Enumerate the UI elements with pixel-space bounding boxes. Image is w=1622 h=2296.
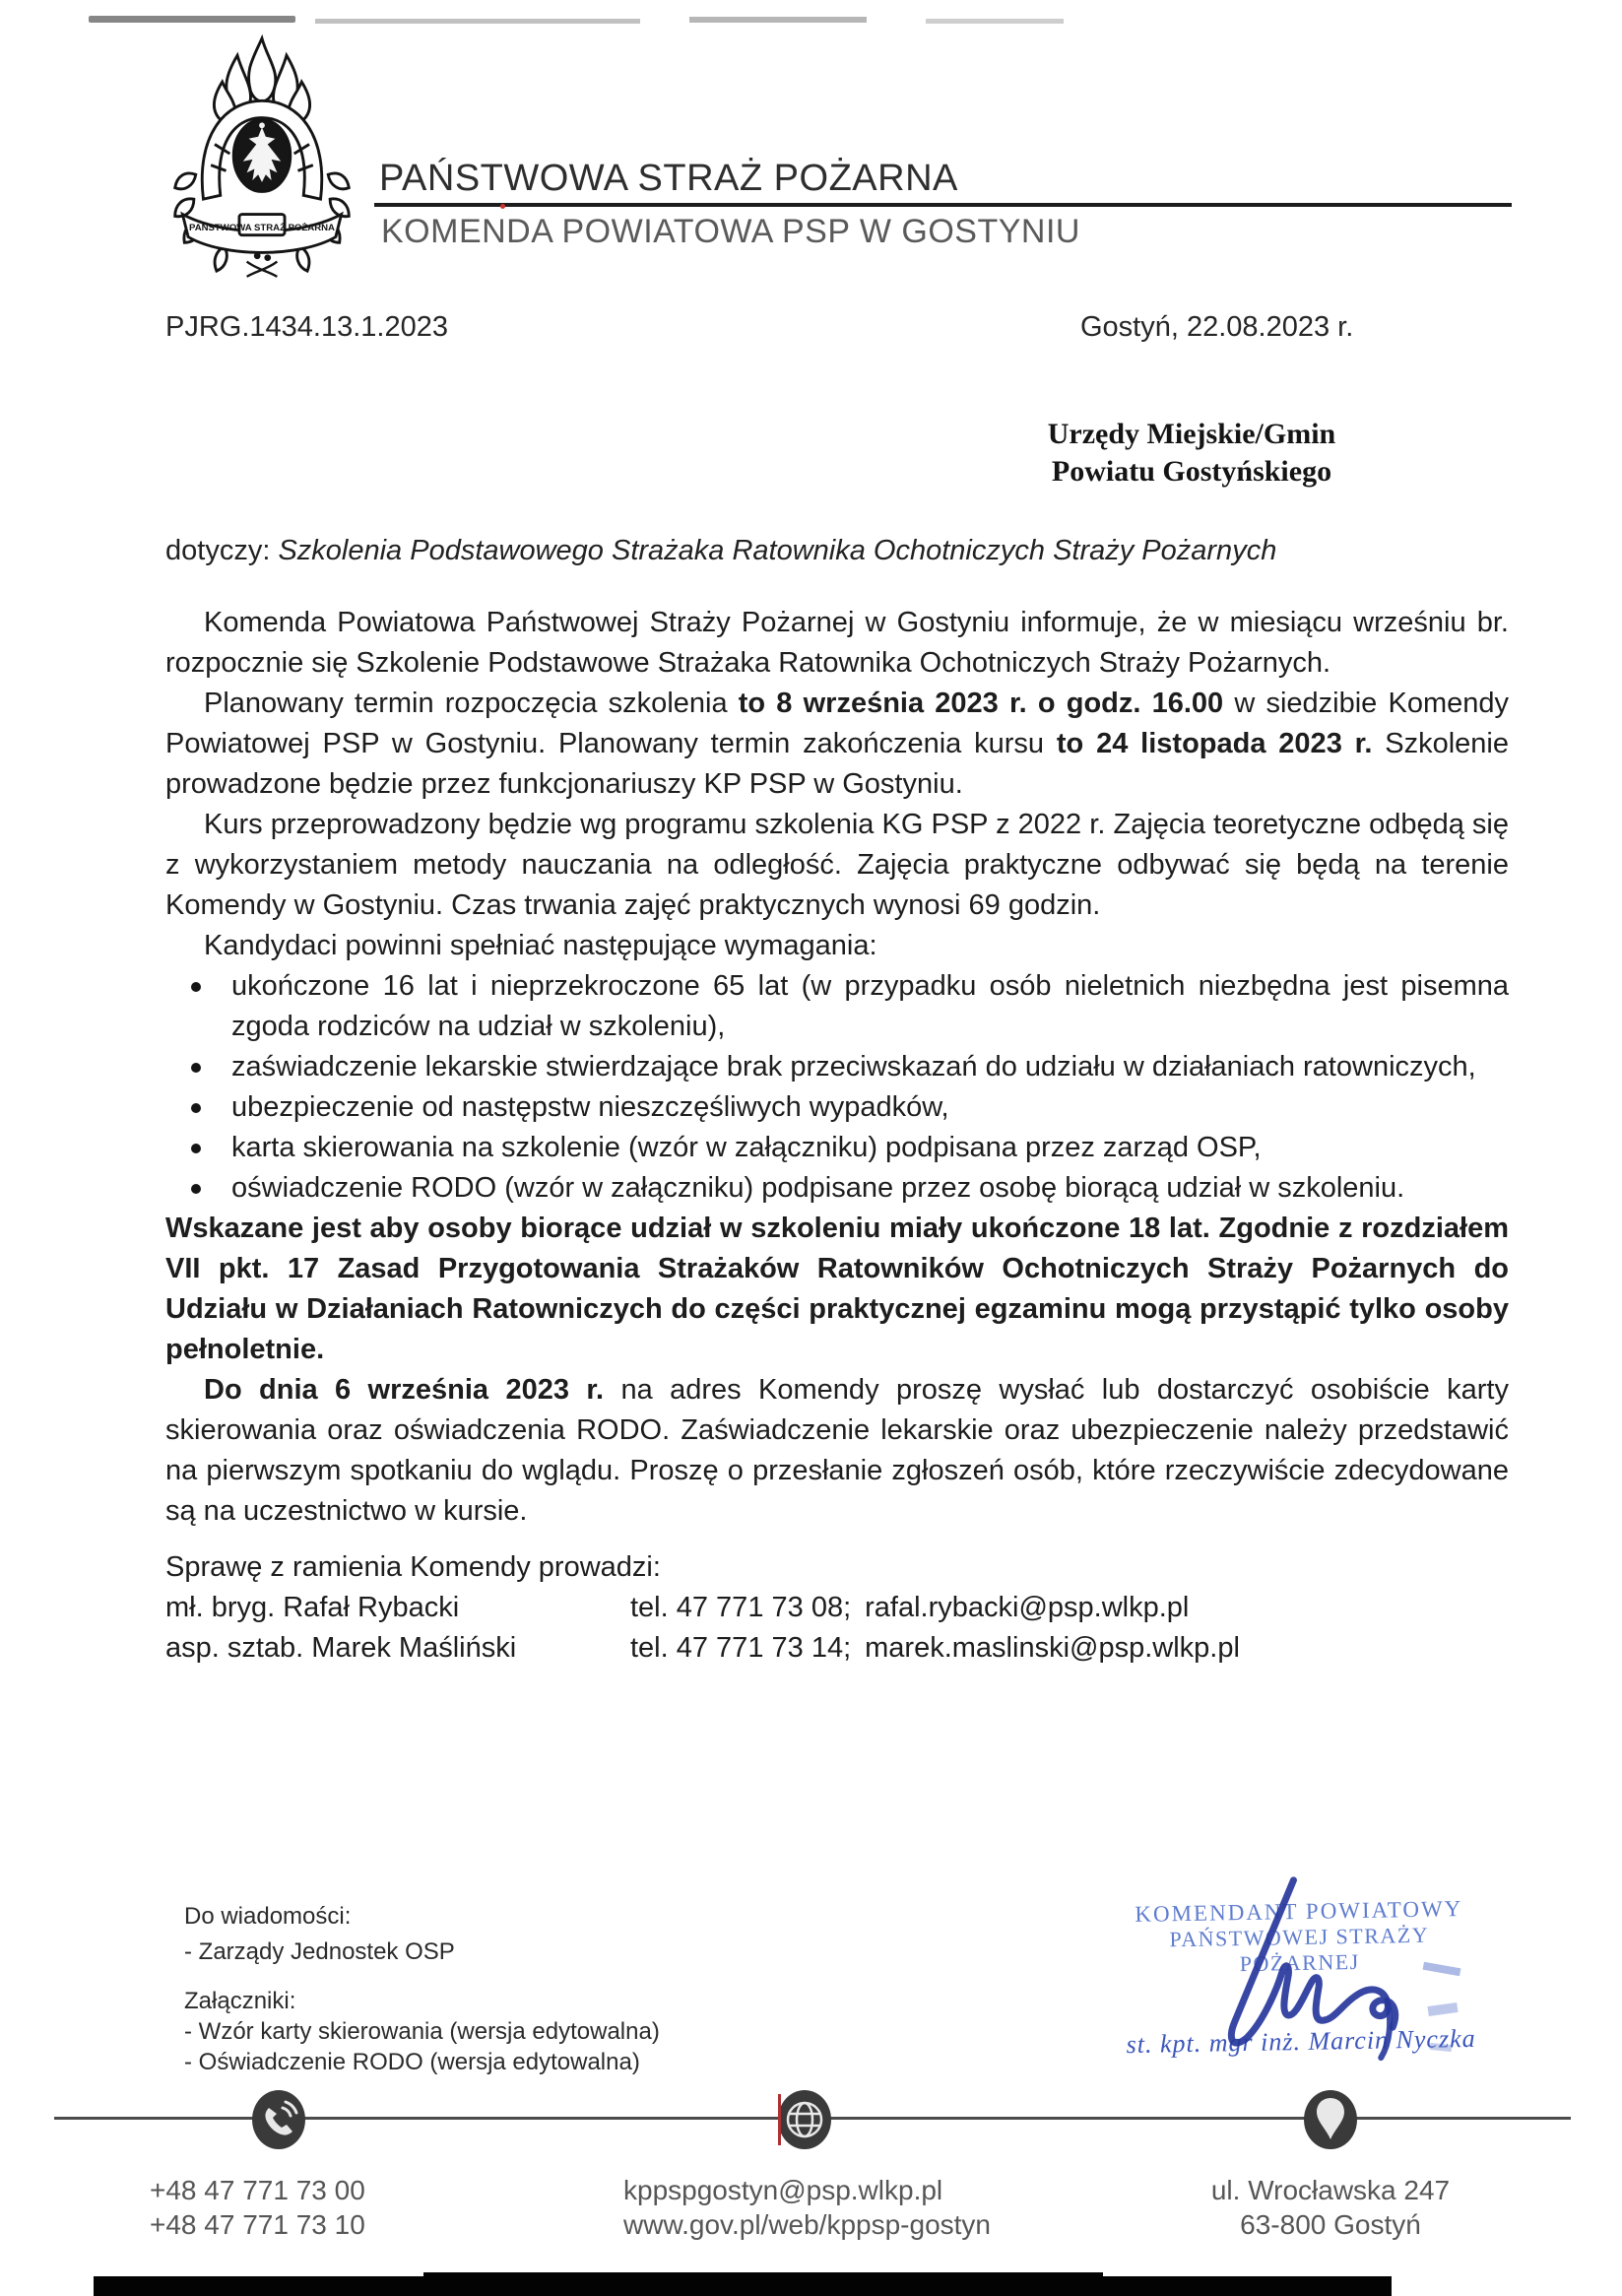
bold-note: Wskazane jest aby osoby biorące udział w szkoleniu miały ukończone 18 lat. Zgodnie z rozdziałem VII pkt. 17 Zasad Przygotowania Strażaków Ratowników Ochotniczych Straży Pożarnych do Udziału w Działaniach Ratowniczych do części praktycznej egzaminu mogą przystąpić tylko osoby pełnoletnie. [165,1213,1509,1365]
paragraph: Komenda Powiatowa Państwowej Straży Pożarnej w Gostyniu informuje, że w miesiącu wrześniu br. rozpocznie się Szkolenie Podstawowe Strażaka Ratownika Ochotniczych Straży Pożarnych. [165,607,1509,679]
psp-logo [167,28,357,284]
reference-number: PJRG.1434.13.1.2023 [165,311,448,343]
logo-ribbon-text: PAŃSTWOWA STRAŻ POŻARNA [189,222,335,233]
attachment-item: - Wzór karty skierowania (wersja edytowalna) [184,2018,660,2045]
subject-label: dotyczy: [165,535,271,566]
footer-phone: +48 47 771 73 10 [150,2209,365,2240]
scan-artifact [689,17,867,23]
list-item: ukończone 16 lat i nieprzekroczone 65 lat (w przypadku osób nieletnich niezbędna jest pisemna zgoda rodziców na udział w szkoleniu), [165,966,1509,1047]
paragraph: Kurs przeprowadzony będzie wg programu szkolenia KG PSP z 2022 r. Zajęcia teoretyczne odbędą się z wykorzystaniem metody nauczania na odległość. Zajęcia praktyczne odbywać się będą na terenie Komendy w Gostyniu. Czas trwania zajęć praktycznych wynosi 69 godzin. [165,809,1509,921]
attachment-item: - Oświadczenie RODO (wersja edytowalna) [184,2049,640,2075]
subject-line [165,535,1276,567]
scan-artifact [500,204,505,209]
contact-phone: tel. 47 771 73 08; [630,1592,852,1623]
scan-artifact [926,19,1064,24]
place-date: Gostyń, 22.08.2023 r. [1080,311,1354,343]
list-item: karta skierowania na szkolenie (wzór w załączniku) podpisana przez zarząd OSP, [165,1128,1509,1168]
paragraph: Do dnia 6 września 2023 r. na adres Komendy proszę wysłać lub dostarczyć osobiście karty skierowania oraz oświadczenia RODO. Zaświadczenie lekarskie oraz ubezpieczenie należy przedstawić na pierwszym spotkaniu do wglądu. Proszę o przesłanie zgłoszeń osób, które rzeczywiście zdecydowane są na uczestnictwo w kursie. [165,1374,1509,1527]
footer-phone: +48 47 771 73 00 [150,2175,365,2205]
attachments-block [184,1986,660,2077]
contact-name: asp. sztab. Marek Maśliński [165,1632,517,1664]
list-item: oświadczenie RODO (wzór w załączniku) podpisane przez osobę biorącą udział w szkoleniu. [165,1168,1509,1209]
list-item: zaświadczenie lekarskie stwierdzające brak przeciwskazań do udziału w działaniach ratowniczych, [165,1047,1509,1087]
cc-block [184,1899,455,1970]
paragraph: Planowany termin rozpoczęcia szkolenia to 8 września 2023 r. o godz. 16.00 w siedzibie Komendy Powiatowej PSP w Gostyniu. Planowany termin zakończenia kursu to 24 listopada 2023 r. Szkolenie prowadzone będzie przez funkcjonariuszy KP PSP w Gostyniu. [165,688,1509,800]
stamp-signer-name: st. kpt. mgr inż. Marcin Nyczka [1126,2023,1476,2060]
handler-intro: Sprawę z ramienia Komendy prowadzi: [165,1551,661,1583]
globe-icon [775,2090,834,2149]
footer-address-line: 63-800 Gostyń [1240,2209,1421,2240]
footer-address-line: ul. Wrocławska 247 [1210,2175,1451,2205]
org-unit: KOMENDA POWIATOWA PSP W GOSTYNIU [381,213,1080,250]
recipient-line: Powiatu Gostyńskiego [1051,455,1332,488]
contact-email: marek.maslinski@psp.wlkp.pl [865,1632,1240,1664]
header-divider [374,203,1512,207]
handwritten-signature [1126,1860,1435,2086]
contact-row [165,1628,1509,1669]
contact-phone: tel. 47 771 73 14; [630,1632,852,1664]
footer-web [623,2173,991,2242]
stamp-line: PAŃSTWOWEJ STRAŻY POŻARNEJ [1169,1922,1430,1977]
scan-artifact [315,19,640,24]
requirements-list [165,966,1509,1209]
scan-artifact [89,16,295,23]
contact-row [165,1588,1509,1628]
location-pin-icon [1301,2090,1360,2149]
phone-icon [249,2090,308,2149]
footer-phones [150,2173,365,2242]
footer-address [1204,2173,1457,2242]
footer-email: kppspgostyn@psp.wlkp.pl [623,2175,943,2205]
cc-item: - Zarządy Jednostek OSP [184,1938,455,1965]
requirements-intro: Kandydaci powinni spełniać następujące wymagania: [204,930,877,961]
attachments-label: Załączniki: [184,1988,296,2014]
recipient-line: Urzędy Miejskie/Gmin [1047,418,1336,450]
contact-name: mł. bryg. Rafał Rybacki [165,1592,460,1623]
scan-artifact [423,2272,1103,2280]
org-name: PAŃSTWOWA STRAŻ POŻARNA [379,158,958,199]
recipient-block [1044,416,1339,491]
stamp-line: KOMENDANT POWIATOWY [1135,1896,1463,1927]
footer-website: www.gov.pl/web/kppsp-gostyn [623,2209,991,2240]
letter-body [165,603,1509,1669]
subject-text: Szkolenia Podstawowego Strażaka Ratownika Ochotniczych Straży Pożarnych [278,535,1277,566]
cc-label: Do wiadomości: [184,1903,352,1930]
contact-email: rafal.rybacki@psp.wlkp.pl [865,1592,1190,1623]
list-item: ubezpieczenie od następstw nieszczęśliwych wypadków, [165,1087,1509,1128]
